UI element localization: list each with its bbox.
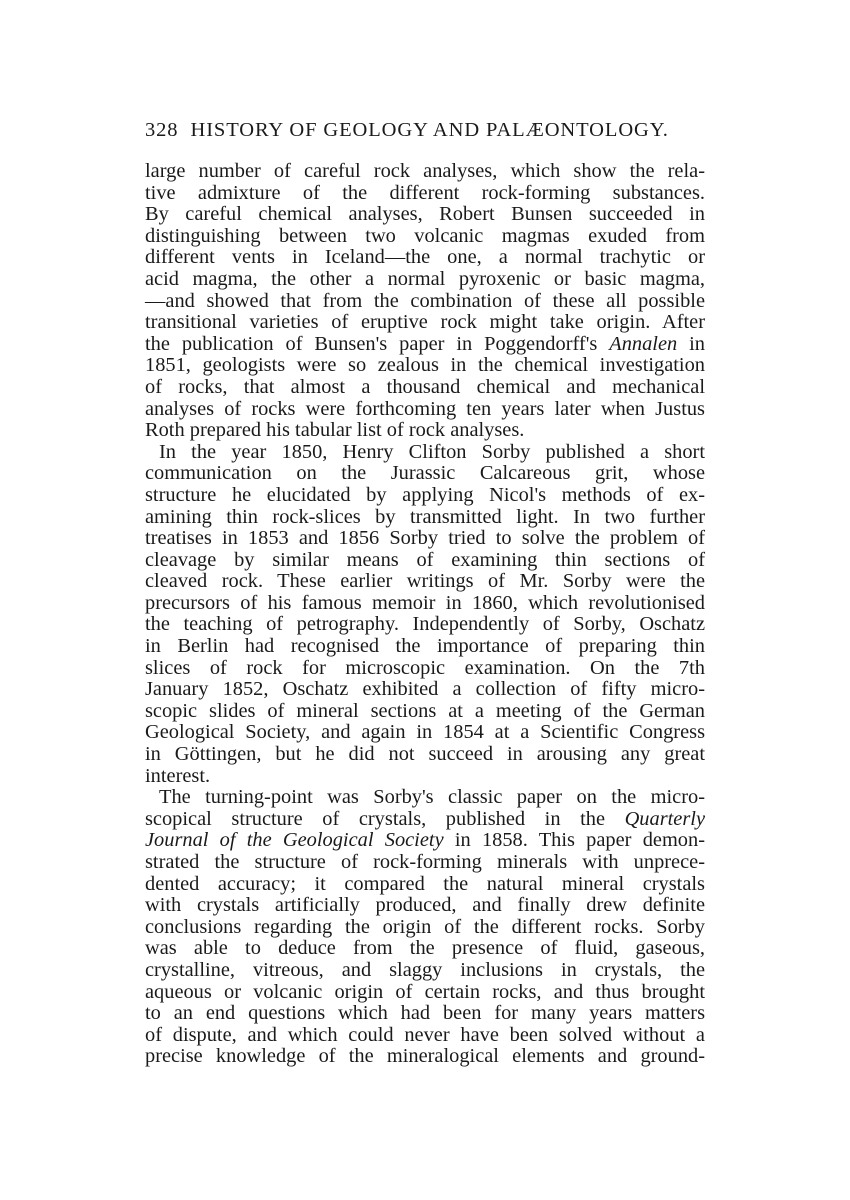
text-line: 1851, geologists were so zealous in the chemical investigation xyxy=(145,354,705,377)
text-line: treatises in 1853 and 1856 Sorby tried to solve the problem of xyxy=(145,527,705,550)
text-line: acid magma, the other a normal pyroxenic or basic magma, xyxy=(145,267,705,290)
book-page xyxy=(145,117,705,1068)
text-line: aqueous or volcanic origin of certain rocks, and thus brought xyxy=(145,980,705,1003)
text-line: amining thin rock-slices by transmitted light. In two further xyxy=(145,505,705,528)
text-line: January 1852, Oschatz exhibited a collection of fifty micro- xyxy=(145,678,705,701)
text-line: strated the structure of rock-forming minerals with unprece- xyxy=(145,851,705,873)
text-line: cleavage by similar means of examining thin sections of xyxy=(145,548,705,571)
text-line: —and showed that from the combination of these all possible xyxy=(145,289,705,312)
text-line: tive admixture of the different rock-forming substances. xyxy=(145,181,705,204)
text-line: precise knowledge of the mineralogical elements and ground- xyxy=(145,1045,705,1068)
journal-title: Quarterly xyxy=(624,807,705,830)
text-line: Roth prepared his tabular list of rock analyses. xyxy=(145,419,525,442)
text-line: analyses of rocks were forthcoming ten years later when Justus xyxy=(145,397,705,420)
text-line: By careful chemical analyses, Robert Bunsen succeeded in xyxy=(145,203,705,226)
text-line: in Göttingen, but he did not succeed in arousing any great xyxy=(145,743,705,766)
text-line: Journal of the Geological Society in 1858. This paper demon- xyxy=(145,829,705,852)
text-line: was able to deduce from the presence of fluid, gaseous, xyxy=(145,937,705,960)
text-line: crystalline, vitreous, and slaggy inclusions in crystals, the xyxy=(145,958,705,981)
text-line: precursors of his famous memoir in 1860, which revolutionised xyxy=(145,591,705,614)
text-line: dented accuracy; it compared the natural mineral crystals xyxy=(145,872,705,895)
text-line: of dispute, and which could never have been solved without a xyxy=(145,1023,705,1046)
text-line: distinguishing between two volcanic magmas exuded from xyxy=(145,224,705,247)
text-line: of rocks, that almost a thousand chemical and mechanical xyxy=(145,375,705,398)
text-line: with crystals artificially produced, and finally drew definite xyxy=(145,894,705,917)
running-head xyxy=(145,117,705,143)
text-line: the teaching of petrography. Independently of Sorby, Oschatz xyxy=(145,613,705,636)
text-line: communication on the Jurassic Calcareous grit, whose xyxy=(145,462,705,485)
running-title: HISTORY OF GEOLOGY AND PALÆONTOLOGY. xyxy=(190,119,669,141)
page-number: 328 xyxy=(145,119,179,141)
text-line: scopical structure of crystals, published in the Quarterly xyxy=(145,807,705,830)
text-line: different vents in Iceland—the one, a normal trachytic or xyxy=(145,246,705,269)
journal-title: Journal of the Geological Society xyxy=(145,829,444,852)
journal-title: Annalen xyxy=(609,332,678,355)
text-line: large number of careful rock analyses, which show the rela- xyxy=(145,160,705,182)
body-text xyxy=(145,161,705,1068)
text-line: transitional varieties of eruptive rock might take origin. After xyxy=(145,311,705,334)
text-line: In the year 1850, Henry Clifton Sorby published a short xyxy=(159,440,705,463)
text-line: The turning-point was Sorby's classic paper on the micro- xyxy=(159,786,705,809)
text-line: cleaved rock. These earlier writings of Mr. Sorby were the xyxy=(145,570,705,593)
text-line: interest. xyxy=(145,764,211,787)
text-line: scopic slides of mineral sections at a meeting of the German xyxy=(145,699,705,722)
text-line: Geological Society, and again in 1854 at a Scientific Congress xyxy=(145,721,705,744)
text-line: to an end questions which had been for many years matters xyxy=(145,1002,705,1025)
text-line: in Berlin had recognised the importance of preparing thin xyxy=(145,635,705,658)
text-line: the publication of Bunsen's paper in Poggendorff's Annalen in xyxy=(145,332,705,355)
text-line: slices of rock for microscopic examination. On the 7th xyxy=(145,656,705,679)
text-line: structure he elucidated by applying Nicol's methods of ex- xyxy=(145,483,705,506)
text-line: conclusions regarding the origin of the different rocks. Sorby xyxy=(145,915,705,938)
